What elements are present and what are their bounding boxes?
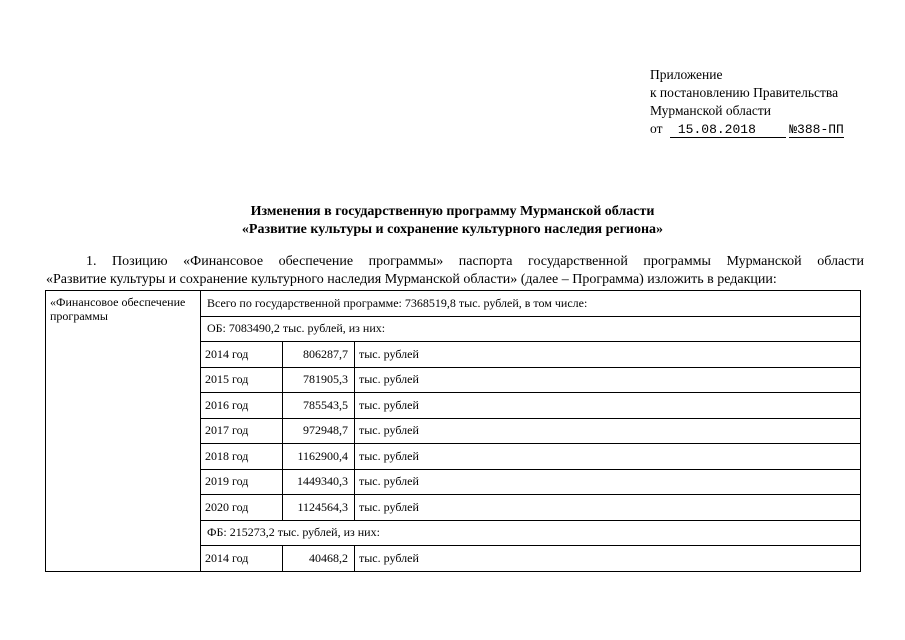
fb-header: ФБ: 215273,2 тыс. рублей, из них: bbox=[201, 520, 861, 546]
year-cell: 2015 год bbox=[201, 367, 283, 393]
financing-label: «Финансовое обеспечение программы bbox=[46, 291, 201, 572]
year-cell: 2016 год bbox=[201, 393, 283, 419]
year-cell: 2014 год bbox=[201, 546, 283, 572]
unit-cell: тыс. рублей bbox=[355, 495, 861, 521]
amount-cell: 1124564,3 bbox=[283, 495, 355, 521]
appendix-date-line bbox=[650, 120, 844, 138]
appendix-block bbox=[650, 66, 844, 138]
unit-cell: тыс. рублей bbox=[355, 367, 861, 393]
appendix-region: Мурманской области bbox=[650, 103, 771, 118]
unit-cell: тыс. рублей bbox=[355, 418, 861, 444]
amount-cell: 40468,2 bbox=[283, 546, 355, 572]
amount-cell: 1162900,4 bbox=[283, 444, 355, 470]
amount-cell: 781905,3 bbox=[283, 367, 355, 393]
appendix-date: 15.08.2018 bbox=[670, 122, 786, 138]
amount-cell: 1449340,3 bbox=[283, 469, 355, 495]
document-title bbox=[0, 203, 905, 239]
amount-cell: 806287,7 bbox=[283, 342, 355, 368]
unit-cell: тыс. рублей bbox=[355, 444, 861, 470]
unit-cell: тыс. рублей bbox=[355, 469, 861, 495]
unit-cell: тыс. рублей bbox=[355, 393, 861, 419]
ob-header: ОБ: 7083490,2 тыс. рублей, из них: bbox=[201, 316, 861, 342]
financing-table bbox=[45, 290, 861, 572]
year-cell: 2019 год bbox=[201, 469, 283, 495]
appendix-resolution: к постановлению Правительства bbox=[650, 85, 839, 100]
year-cell: 2018 год bbox=[201, 444, 283, 470]
year-cell: 2014 год bbox=[201, 342, 283, 368]
table-row bbox=[46, 291, 861, 317]
appendix-title: Приложение bbox=[650, 67, 723, 82]
unit-cell: тыс. рублей bbox=[355, 546, 861, 572]
paragraph-line-1: 1. Позицию «Финансовое обеспечение программы» паспорта государственной программы Мурманской области bbox=[86, 254, 864, 269]
title-line-1: Изменения в государственную программу Мурманской области bbox=[250, 204, 655, 219]
paragraph-line-2: «Развитие культуры и сохранение культурного наследия Мурманской области» (далее – Программа) изложить в редакции: bbox=[46, 272, 777, 287]
year-cell: 2020 год bbox=[201, 495, 283, 521]
amount-cell: 972948,7 bbox=[283, 418, 355, 444]
year-cell: 2017 год bbox=[201, 418, 283, 444]
appendix-from-label: от bbox=[650, 121, 663, 136]
unit-cell: тыс. рублей bbox=[355, 342, 861, 368]
paragraph-1 bbox=[46, 253, 864, 289]
title-line-2: «Развитие культуры и сохранение культурного наследия региона» bbox=[241, 222, 664, 237]
total-financing: Всего по государственной программе: 7368519,8 тыс. рублей, в том числе: bbox=[201, 291, 861, 317]
amount-cell: 785543,5 bbox=[283, 393, 355, 419]
appendix-number: №388-ПП bbox=[789, 122, 844, 137]
